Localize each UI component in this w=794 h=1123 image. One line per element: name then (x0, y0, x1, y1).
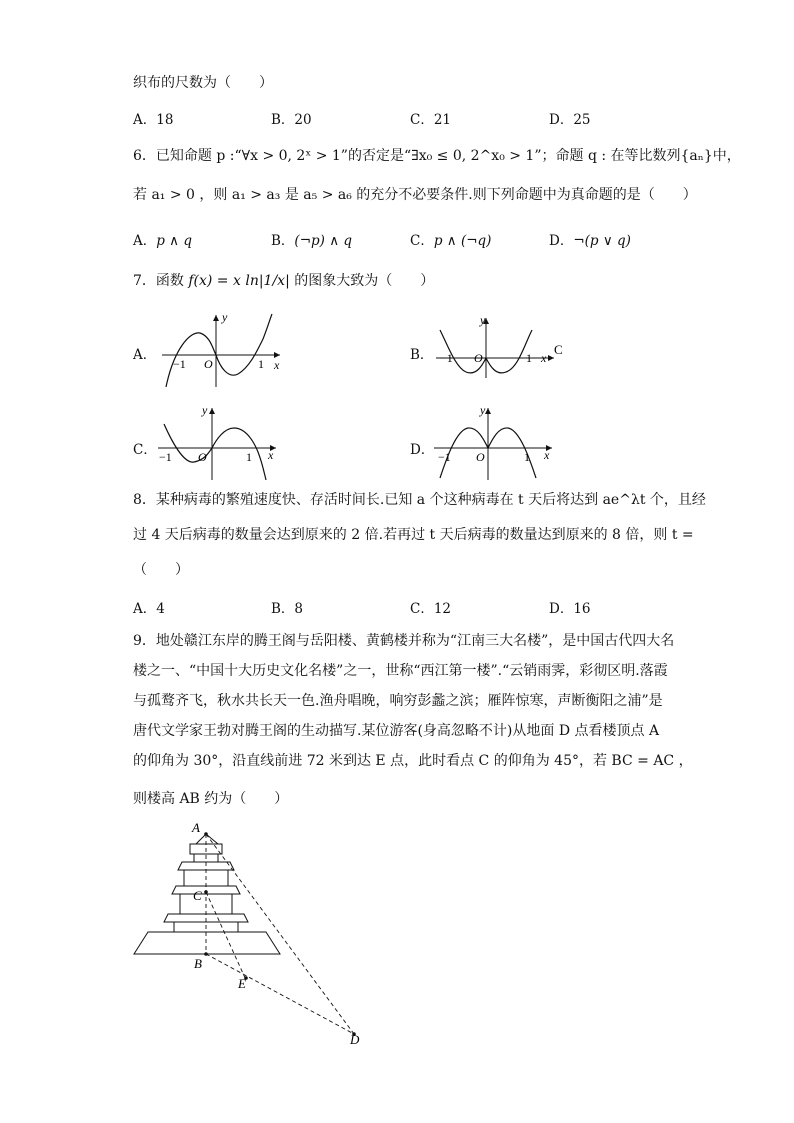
q9-stem-line2: 楼之一、“中国十大历史文化名楼”之一，世称“西江第一楼”.“云销雨霁，彩彻区明.落霞 (133, 663, 668, 679)
q9-stem-line6: 则楼高 AB 约为（ ） (133, 791, 289, 807)
q8-option-d[interactable]: D．16 (549, 601, 591, 617)
curve (166, 314, 272, 387)
q9-tower-figure (130, 820, 380, 1050)
tick-1: 1 (258, 357, 264, 371)
y-label: y (480, 313, 486, 327)
point-B (204, 952, 208, 956)
q8-option-c[interactable]: C．12 (410, 601, 452, 617)
q5-option-b[interactable]: B．20 (271, 112, 312, 128)
x-label: x (268, 448, 274, 462)
q6-option-c[interactable]: C．p ∧ (¬q) (410, 233, 492, 249)
point-A (204, 832, 208, 836)
origin-label: O (476, 450, 485, 464)
tick-1: 1 (524, 450, 530, 464)
q8-option-b[interactable]: B．8 (271, 601, 304, 617)
q9-stem-line4: 唐代文学家王勃对腾王阁的生动描写.某位游客(身高忽略不计)从地面 D 点看楼顶点 A (133, 723, 660, 739)
y-axis-arrow (213, 315, 219, 321)
q8-stem-line1: 8．某种病毒的繁殖速度快、存活时间长.已知 a 个这种病毒在 t 天后将达到 ae^λt 个，且经 (133, 492, 706, 508)
origin-label: O (474, 351, 483, 365)
origin-label: O (198, 450, 207, 464)
tick-neg1: −1 (440, 351, 453, 365)
q7-stem: 7．函数 f(x) = x ln|1/x| 的图象大致为（ ） (133, 273, 435, 289)
q9-stem-line5: 的仰角为 30°，沿直线前进 72 米到达 E 点，此时看点 C 的仰角为 45°，若 BC = AC ， (133, 753, 693, 769)
y-axis-arrow (485, 408, 491, 414)
q5-option-c[interactable]: C．21 (410, 112, 452, 128)
q9-stem-line3: 与孤鹜齐飞，秋水共长天一色.渔舟唱晚，响穷彭蠡之滨；雁阵惊寒，声断衡阳之浦”是 (133, 693, 663, 709)
q5-stem-tail: 织布的尺数为（ ） (133, 75, 273, 91)
tick-1: 1 (246, 450, 252, 464)
line-BD (206, 954, 354, 1034)
trailing-c: C (554, 342, 563, 357)
label-A: A (192, 820, 200, 835)
q7-graph-c[interactable] (156, 402, 281, 482)
label-C: C (193, 888, 202, 903)
q7-graph-b[interactable] (436, 312, 568, 380)
q9-stem-line1: 9．地处赣江东岸的腾王阁与岳阳楼、黄鹤楼并称为“江南三大名楼”，是中国古代四大名 (133, 633, 675, 649)
y-label: y (480, 403, 486, 417)
tick-1: 1 (526, 351, 532, 365)
q6-stem-line1: 6．已知命题 p :“∀x > 0, 2ˣ > 1”的否定是“∃x₀ ≤ 0, 2^x₀ > 1”；命题 q : 在等比数列{aₙ}中， (133, 148, 741, 164)
tick-neg1: −1 (173, 357, 186, 371)
q6-stem-line2: 若 a₁ > 0 ，则 a₁ > a₃ 是 a₅ > a₆ 的充分不必要条件.则下列命题中为真命题的是（ ） (133, 187, 697, 203)
q6-option-d[interactable]: D．¬(p ∨ q) (549, 233, 631, 249)
q7-graph-a[interactable] (160, 309, 285, 391)
label-B: B (194, 956, 202, 971)
tick-neg1: −1 (438, 450, 451, 464)
q5-option-d[interactable]: D．25 (549, 112, 591, 128)
tick-neg1: −1 (159, 450, 172, 464)
y-axis-arrow (209, 408, 215, 414)
q8-option-a[interactable]: A．4 (133, 601, 165, 617)
q7-option-b-label[interactable]: B． (410, 347, 434, 363)
line-CE (206, 892, 246, 980)
q6-option-a[interactable]: A．p ∧ q (133, 233, 192, 249)
x-label: x (544, 448, 550, 462)
q7-graph-d[interactable] (432, 402, 557, 482)
q7-option-c-label[interactable]: C． (133, 442, 157, 458)
q8-stem-line3: （ ） (133, 562, 189, 578)
y-label: y (202, 403, 208, 417)
origin-label: O (204, 357, 213, 371)
point-C (204, 890, 208, 894)
q7-formula: f(x) = x ln|1/x| (188, 273, 290, 289)
q7-option-a-label[interactable]: A． (133, 347, 157, 363)
q8-stem-line2: 过 4 天后病毒的数量会达到原来的 2 倍.若再过 t 天后病毒的数量达到原来的 8 倍，则 t = (133, 527, 694, 543)
q6-option-b[interactable]: B．(¬p) ∧ q (271, 233, 353, 249)
x-label: x (541, 351, 547, 365)
base-platform (134, 932, 280, 954)
q5-option-a[interactable]: A．18 (133, 112, 174, 128)
label-D: D (350, 1032, 360, 1047)
x-label: x (274, 358, 280, 372)
line-AD (206, 834, 354, 1034)
y-label: y (222, 310, 228, 324)
q7-option-d-label[interactable]: D． (410, 442, 435, 458)
label-E: E (238, 976, 246, 991)
